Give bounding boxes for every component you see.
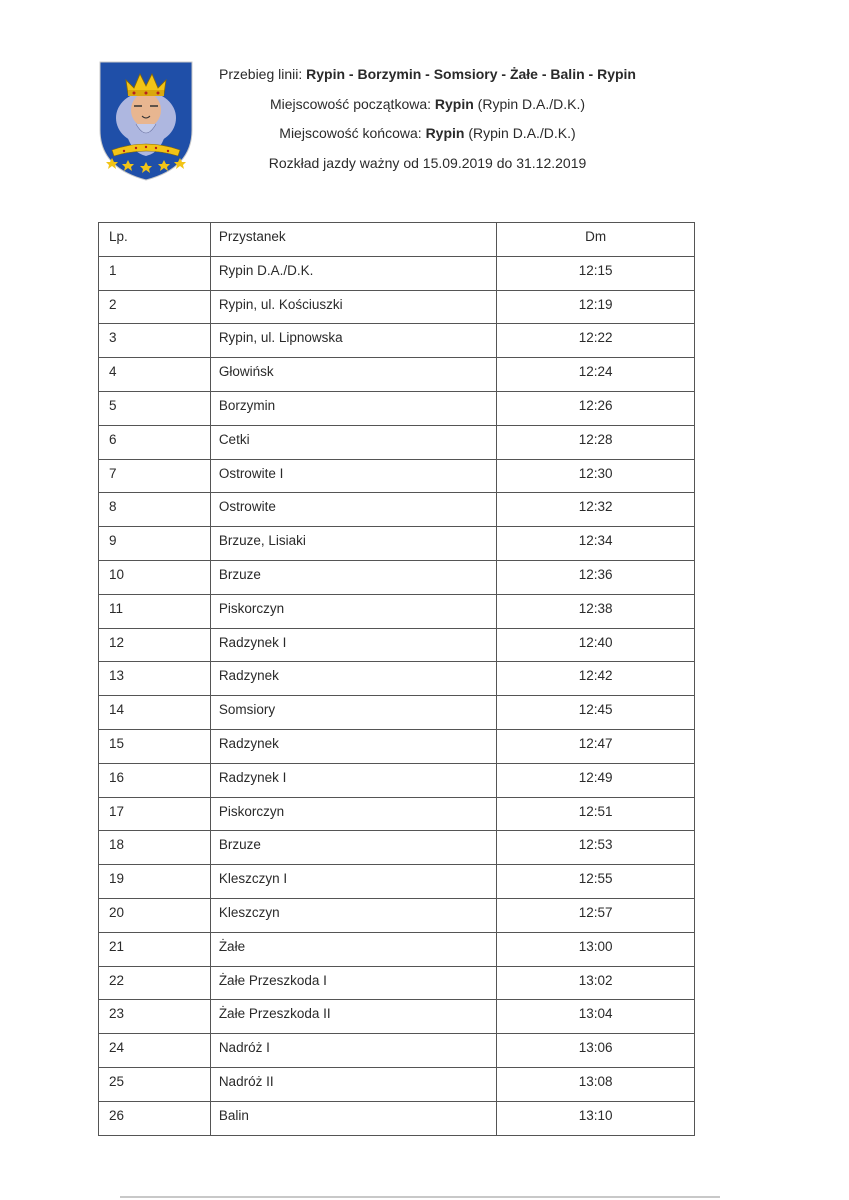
- table-row: [99, 831, 695, 865]
- end-value: Rypin: [425, 125, 465, 141]
- table-row: [99, 898, 695, 932]
- departure-time: 12:51: [497, 797, 695, 831]
- departure-time: 12:32: [497, 493, 695, 527]
- departure-time: 12:28: [497, 425, 695, 459]
- stop-name: Kleszczyn: [210, 898, 497, 932]
- stop-name: Rypin D.A./D.K.: [210, 256, 497, 290]
- row-number: 4: [99, 358, 211, 392]
- stop-name: Ostrowite: [210, 493, 497, 527]
- departure-time: 12:53: [497, 831, 695, 865]
- departure-time: 13:00: [497, 932, 695, 966]
- departure-time: 12:55: [497, 865, 695, 899]
- row-number: 23: [99, 1000, 211, 1034]
- table-row: [99, 256, 695, 290]
- table-row: [99, 1034, 695, 1068]
- table-row: [99, 290, 695, 324]
- table-row: [99, 1000, 695, 1034]
- table-row: [99, 696, 695, 730]
- stop-name: Brzuze, Lisiaki: [210, 527, 497, 561]
- stop-name: Piskorczyn: [210, 797, 497, 831]
- row-number: 26: [99, 1101, 211, 1135]
- table-row: [99, 459, 695, 493]
- table-row: [99, 1067, 695, 1101]
- stop-name: Rypin, ul. Kościuszki: [210, 290, 497, 324]
- departure-time: 12:15: [497, 256, 695, 290]
- row-number: 16: [99, 763, 211, 797]
- row-number: 14: [99, 696, 211, 730]
- stop-name: Somsiory: [210, 696, 497, 730]
- table-row: [99, 527, 695, 561]
- stop-name: Cetki: [210, 425, 497, 459]
- table-row: [99, 324, 695, 358]
- row-number: 6: [99, 425, 211, 459]
- row-number: 10: [99, 560, 211, 594]
- departure-time: 13:06: [497, 1034, 695, 1068]
- departure-time: 12:36: [497, 560, 695, 594]
- departure-time: 12:19: [497, 290, 695, 324]
- row-number: 2: [99, 290, 211, 324]
- row-number: 9: [99, 527, 211, 561]
- coat-of-arms-icon: [98, 60, 194, 182]
- table-row: [99, 729, 695, 763]
- validity-line: Rozkład jazdy ważny od 15.09.2019 do 31.12.2019: [268, 154, 587, 171]
- row-number: 12: [99, 628, 211, 662]
- departure-time: 12:57: [497, 898, 695, 932]
- departure-time: 13:02: [497, 966, 695, 1000]
- stop-name: Brzuze: [210, 831, 497, 865]
- table-row: [99, 391, 695, 425]
- schedule-table: [98, 222, 695, 1136]
- table-header-row: [99, 223, 695, 257]
- end-detail: (Rypin D.A./D.K.): [464, 125, 576, 141]
- row-number: 5: [99, 391, 211, 425]
- departure-time: 12:30: [497, 459, 695, 493]
- table-row: [99, 358, 695, 392]
- stop-name: Głowińsk: [210, 358, 497, 392]
- table-row: [99, 865, 695, 899]
- departure-time: 12:26: [497, 391, 695, 425]
- row-number: 15: [99, 729, 211, 763]
- row-number: 3: [99, 324, 211, 358]
- stop-name: Nadróż I: [210, 1034, 497, 1068]
- table-row: [99, 797, 695, 831]
- row-number: 18: [99, 831, 211, 865]
- route-label: Przebieg linii:: [219, 66, 307, 82]
- departure-time: 12:47: [497, 729, 695, 763]
- document-header: [195, 60, 660, 178]
- stop-name: Radzynek I: [210, 763, 497, 797]
- row-number: 11: [99, 594, 211, 628]
- end-line: [195, 119, 660, 149]
- route-line: [195, 60, 660, 90]
- stop-name: Brzuze: [210, 560, 497, 594]
- row-number: 24: [99, 1034, 211, 1068]
- stop-name: Balin: [210, 1101, 497, 1135]
- stop-name: Radzynek I: [210, 628, 497, 662]
- table-row: [99, 594, 695, 628]
- start-detail: (Rypin D.A./D.K.): [473, 95, 586, 112]
- scan-edge-marks: [120, 1196, 720, 1198]
- table-row: [99, 628, 695, 662]
- row-number: 13: [99, 662, 211, 696]
- departure-time: 12:40: [497, 628, 695, 662]
- stop-name: Żałe: [210, 932, 497, 966]
- column-header-lp: Lp.: [99, 223, 211, 257]
- departure-time: 12:45: [497, 696, 695, 730]
- start-label: Miejscowość początkowa:: [269, 95, 435, 112]
- departure-time: 13:08: [497, 1067, 695, 1101]
- table-row: [99, 932, 695, 966]
- start-value: Rypin: [434, 95, 474, 112]
- row-number: 21: [99, 932, 211, 966]
- stop-name: Żałe Przeszkoda II: [210, 1000, 497, 1034]
- stop-name: Ostrowite I: [210, 459, 497, 493]
- end-label: Miejscowość końcowa:: [279, 125, 426, 141]
- departure-time: 12:38: [497, 594, 695, 628]
- departure-time: 12:42: [497, 662, 695, 696]
- row-number: 20: [99, 898, 211, 932]
- departure-time: 12:22: [497, 324, 695, 358]
- departure-time: 12:49: [497, 763, 695, 797]
- row-number: 7: [99, 459, 211, 493]
- row-number: 1: [99, 256, 211, 290]
- table-row: [99, 966, 695, 1000]
- stop-name: Radzynek: [210, 662, 497, 696]
- departure-time: 12:24: [497, 358, 695, 392]
- start-line: [195, 90, 660, 120]
- stop-name: Kleszczyn I: [210, 865, 497, 899]
- table-row: [99, 560, 695, 594]
- row-number: 19: [99, 865, 211, 899]
- stop-name: Rypin, ul. Lipnowska: [210, 324, 497, 358]
- table-row: [99, 662, 695, 696]
- row-number: 25: [99, 1067, 211, 1101]
- row-number: 22: [99, 966, 211, 1000]
- stop-name: Borzymin: [210, 391, 497, 425]
- stop-name: Żałe Przeszkoda I: [210, 966, 497, 1000]
- table-row: [99, 493, 695, 527]
- table-row: [99, 425, 695, 459]
- stop-name: Piskorczyn: [210, 594, 497, 628]
- table-row: [99, 1101, 695, 1135]
- route-value: Rypin - Borzymin - Somsiory - Żałe - Balin - Rypin: [306, 66, 636, 82]
- departure-time: 12:34: [497, 527, 695, 561]
- departure-time: 13:04: [497, 1000, 695, 1034]
- departure-time: 13:10: [497, 1101, 695, 1135]
- row-number: 17: [99, 797, 211, 831]
- column-header-stop: Przystanek: [210, 223, 497, 257]
- stop-name: Nadróż II: [210, 1067, 497, 1101]
- stop-name: Radzynek: [210, 729, 497, 763]
- row-number: 8: [99, 493, 211, 527]
- table-row: [99, 763, 695, 797]
- column-header-dm: Dm: [497, 223, 695, 257]
